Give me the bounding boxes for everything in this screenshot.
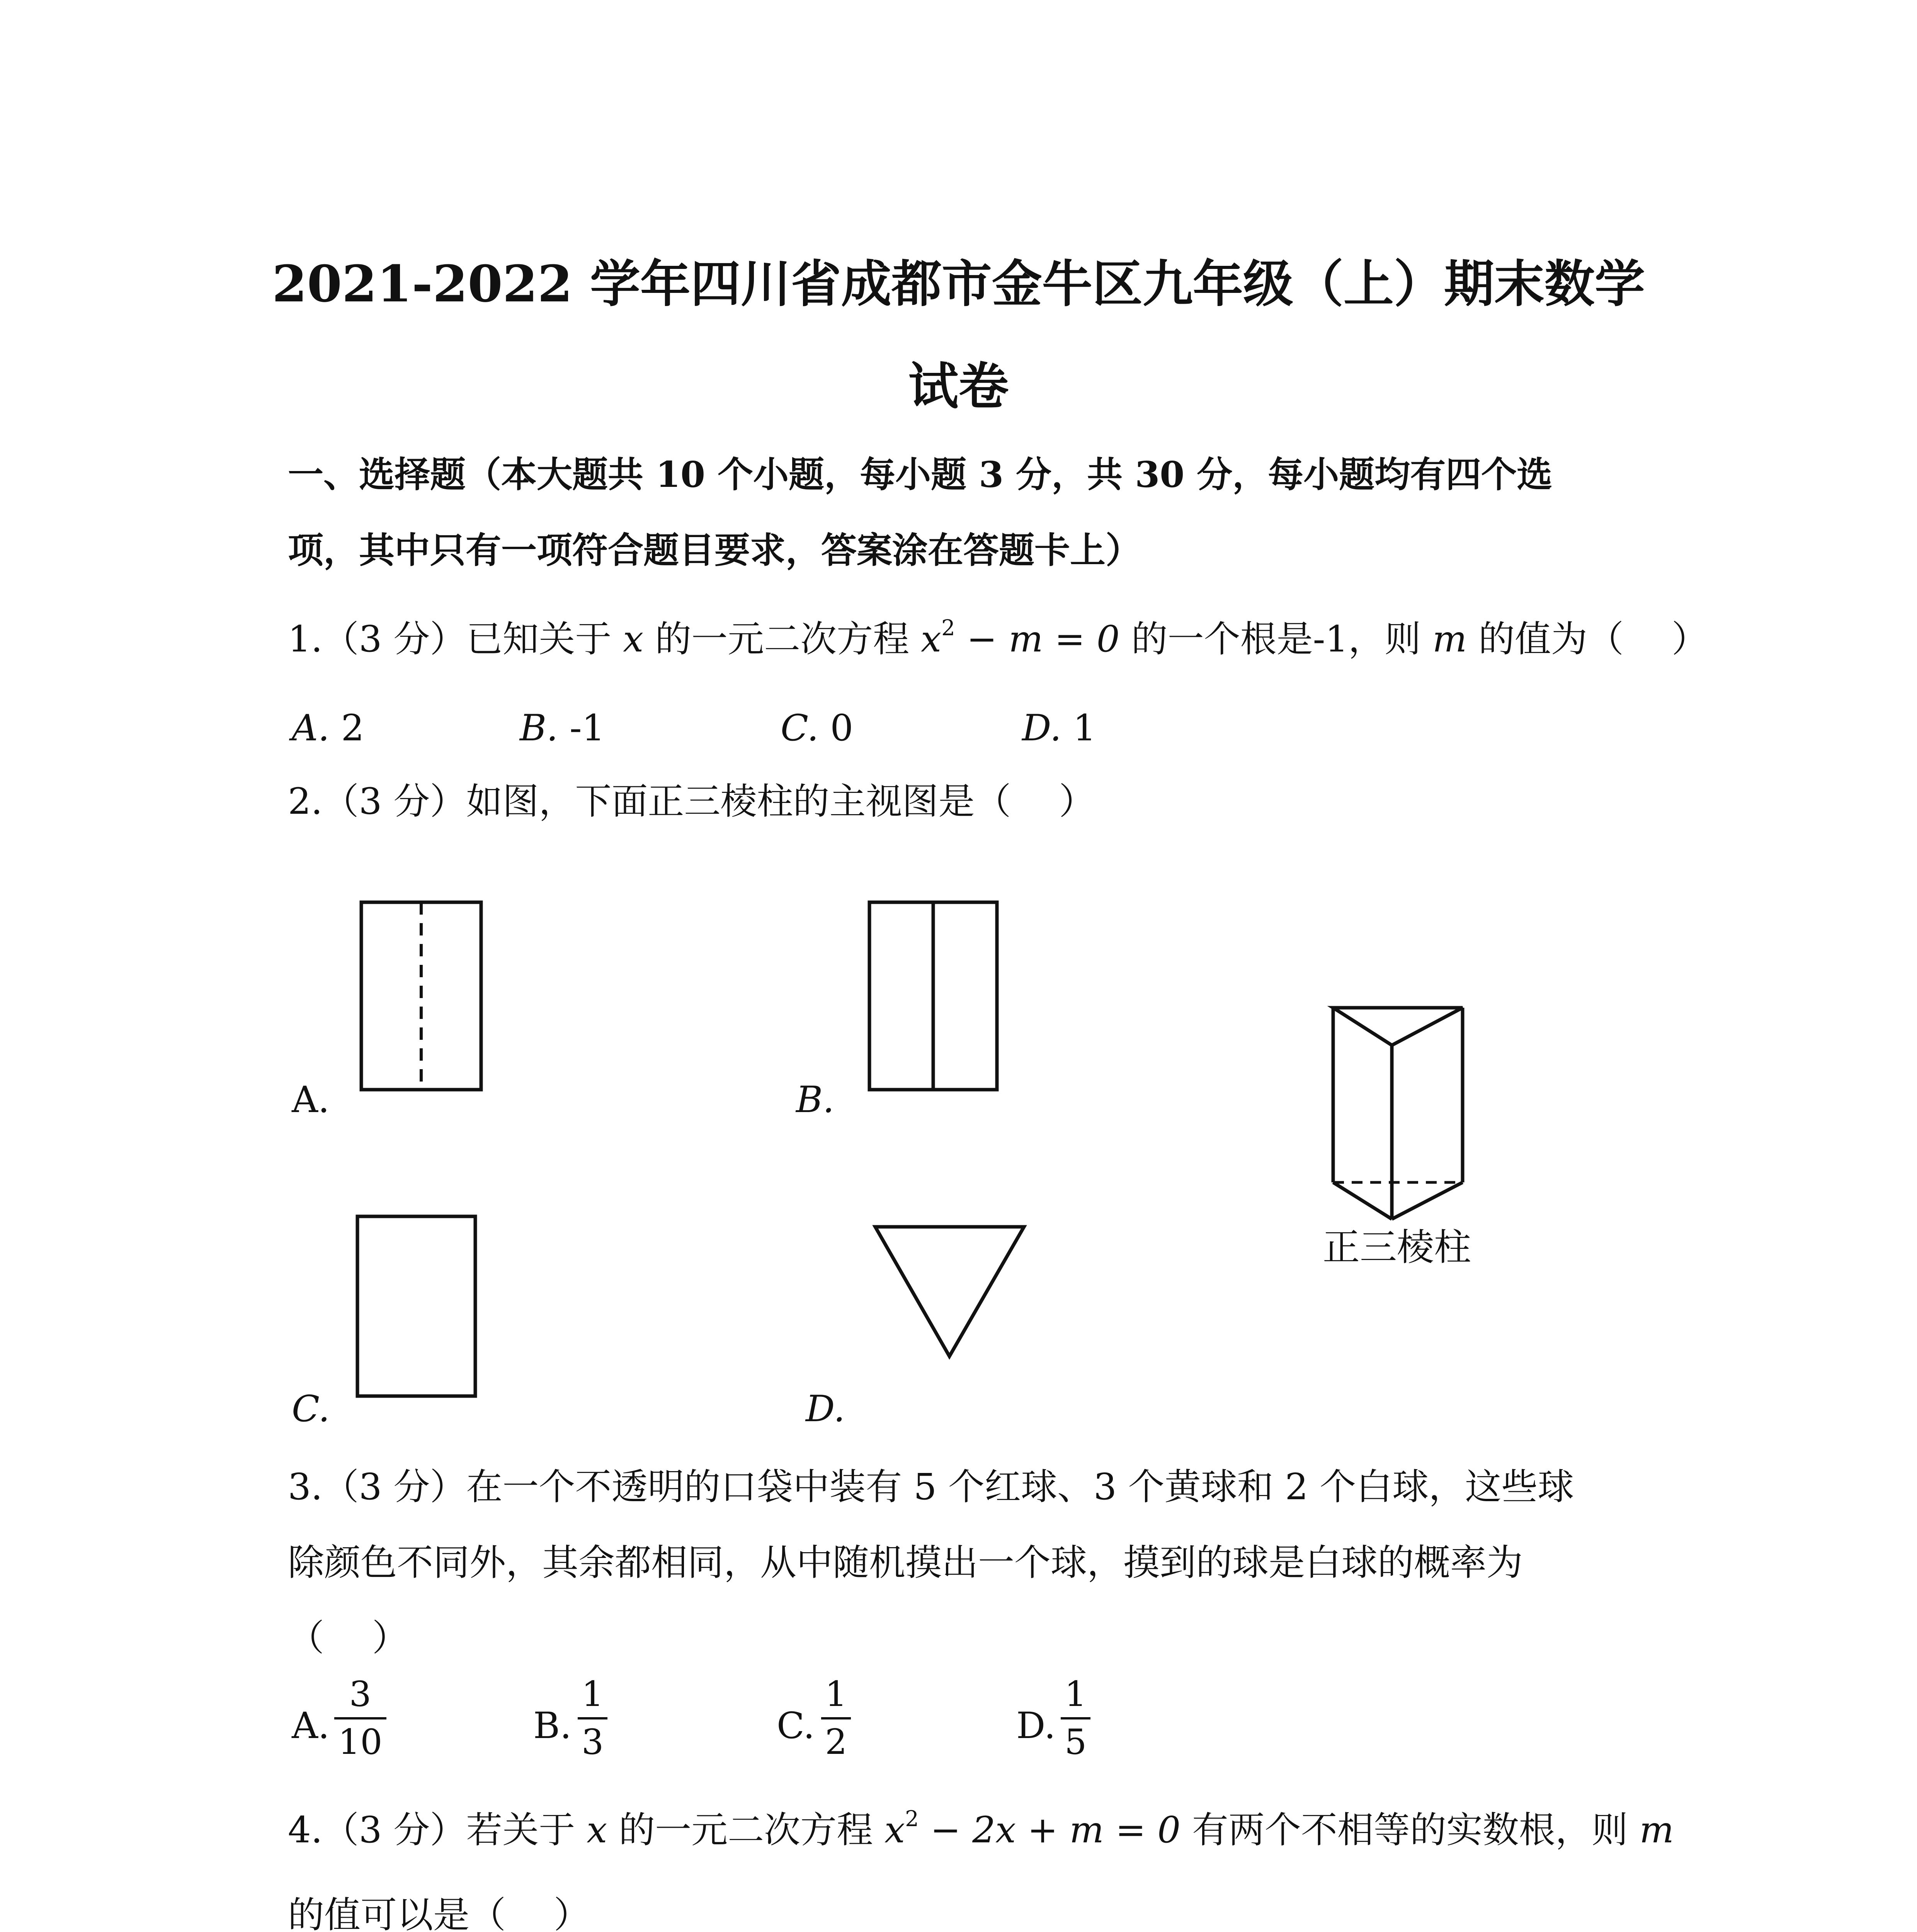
q1-option-b[interactable]: B. -1 — [520, 707, 605, 749]
q3-option-a-letter[interactable]: A. — [292, 1705, 330, 1747]
section-heading-line1: 一、选择题（本大题共 10 个小题，每小题 3 分，共 30 分，每小题均有四个选 — [288, 454, 1553, 495]
q3-option-d-letter[interactable]: D. — [1016, 1705, 1056, 1747]
q1-option-d[interactable]: D. 1 — [1022, 707, 1096, 749]
q2-option-c[interactable]: C. — [292, 1388, 330, 1430]
question-3-line1: 3.（3 分）在一个不透明的口袋中装有 5 个红球、3 个黄球和 2 个白球，这些球 — [288, 1466, 1574, 1508]
q1-text-pre: 1.（3 分）已知关于 — [288, 618, 623, 660]
question-2-stem: 2.（3 分）如图，下面正三棱柱的主视图是（ ） — [288, 781, 1095, 823]
q3-option-c-fraction: 1 2 — [821, 1677, 851, 1760]
exam-title-line2: 试卷 — [908, 357, 1009, 416]
q3-option-b-fraction: 1 3 — [578, 1677, 607, 1760]
q2-option-d[interactable]: D. — [806, 1388, 845, 1430]
q1-text-end: 的值为（ ） — [1467, 618, 1708, 660]
q2-option-a-figure — [361, 902, 481, 1090]
q3-option-c-letter[interactable]: C. — [777, 1705, 815, 1747]
q2-option-a[interactable]: A. — [292, 1079, 330, 1121]
q2-option-b[interactable]: B. — [796, 1079, 834, 1121]
q1-var-m: m — [1432, 618, 1467, 660]
q2-option-b-figure — [869, 902, 997, 1090]
q1-option-a[interactable]: A. 2 — [292, 707, 364, 749]
q1-text-mid: 的一元二次方程 — [643, 618, 921, 660]
question-4-line2: 的值可以是（ ） — [288, 1894, 590, 1932]
exam-title-line1: 2021-2022 学年四川省成都市金牛区九年级（上）期末数学 — [272, 254, 1645, 313]
prism-label: 正三棱柱 — [1323, 1226, 1471, 1269]
q1-eq-rest: − m = 0 — [955, 618, 1120, 660]
q1-var-x: x — [623, 618, 644, 660]
question-3-line2: 除颜色不同外，其余都相同，从中随机摸出一个球，摸到的球是白球的概率为 — [288, 1542, 1523, 1584]
q2-option-c-figure — [357, 1216, 475, 1396]
q1-eq-exponent: 2 — [941, 616, 955, 641]
q1-text-post: 的一个根是-1，则 — [1119, 618, 1433, 660]
question-3-line3: （ ） — [288, 1617, 408, 1659]
triangular-prism-figure — [1333, 1008, 1463, 1219]
question-4-line1: 4.（3 分）若关于 x 的一元二次方程 $x^2 - 2x + m = 0$ 有两个不相等的实数根，则 m — [288, 1806, 1674, 1851]
q3-option-d-fraction: 1 5 — [1061, 1677, 1090, 1760]
q2-option-d-figure — [875, 1227, 1024, 1356]
q1-eq-x: x — [921, 618, 942, 660]
q3-option-a-fraction: 3 10 — [334, 1677, 386, 1760]
q1-option-c[interactable]: C. 0 — [781, 707, 854, 749]
q3-option-b-letter[interactable]: B. — [533, 1705, 572, 1747]
section-heading-line2: 项，其中只有一项符合题目要求，答案涂在答题卡上） — [288, 529, 1141, 571]
